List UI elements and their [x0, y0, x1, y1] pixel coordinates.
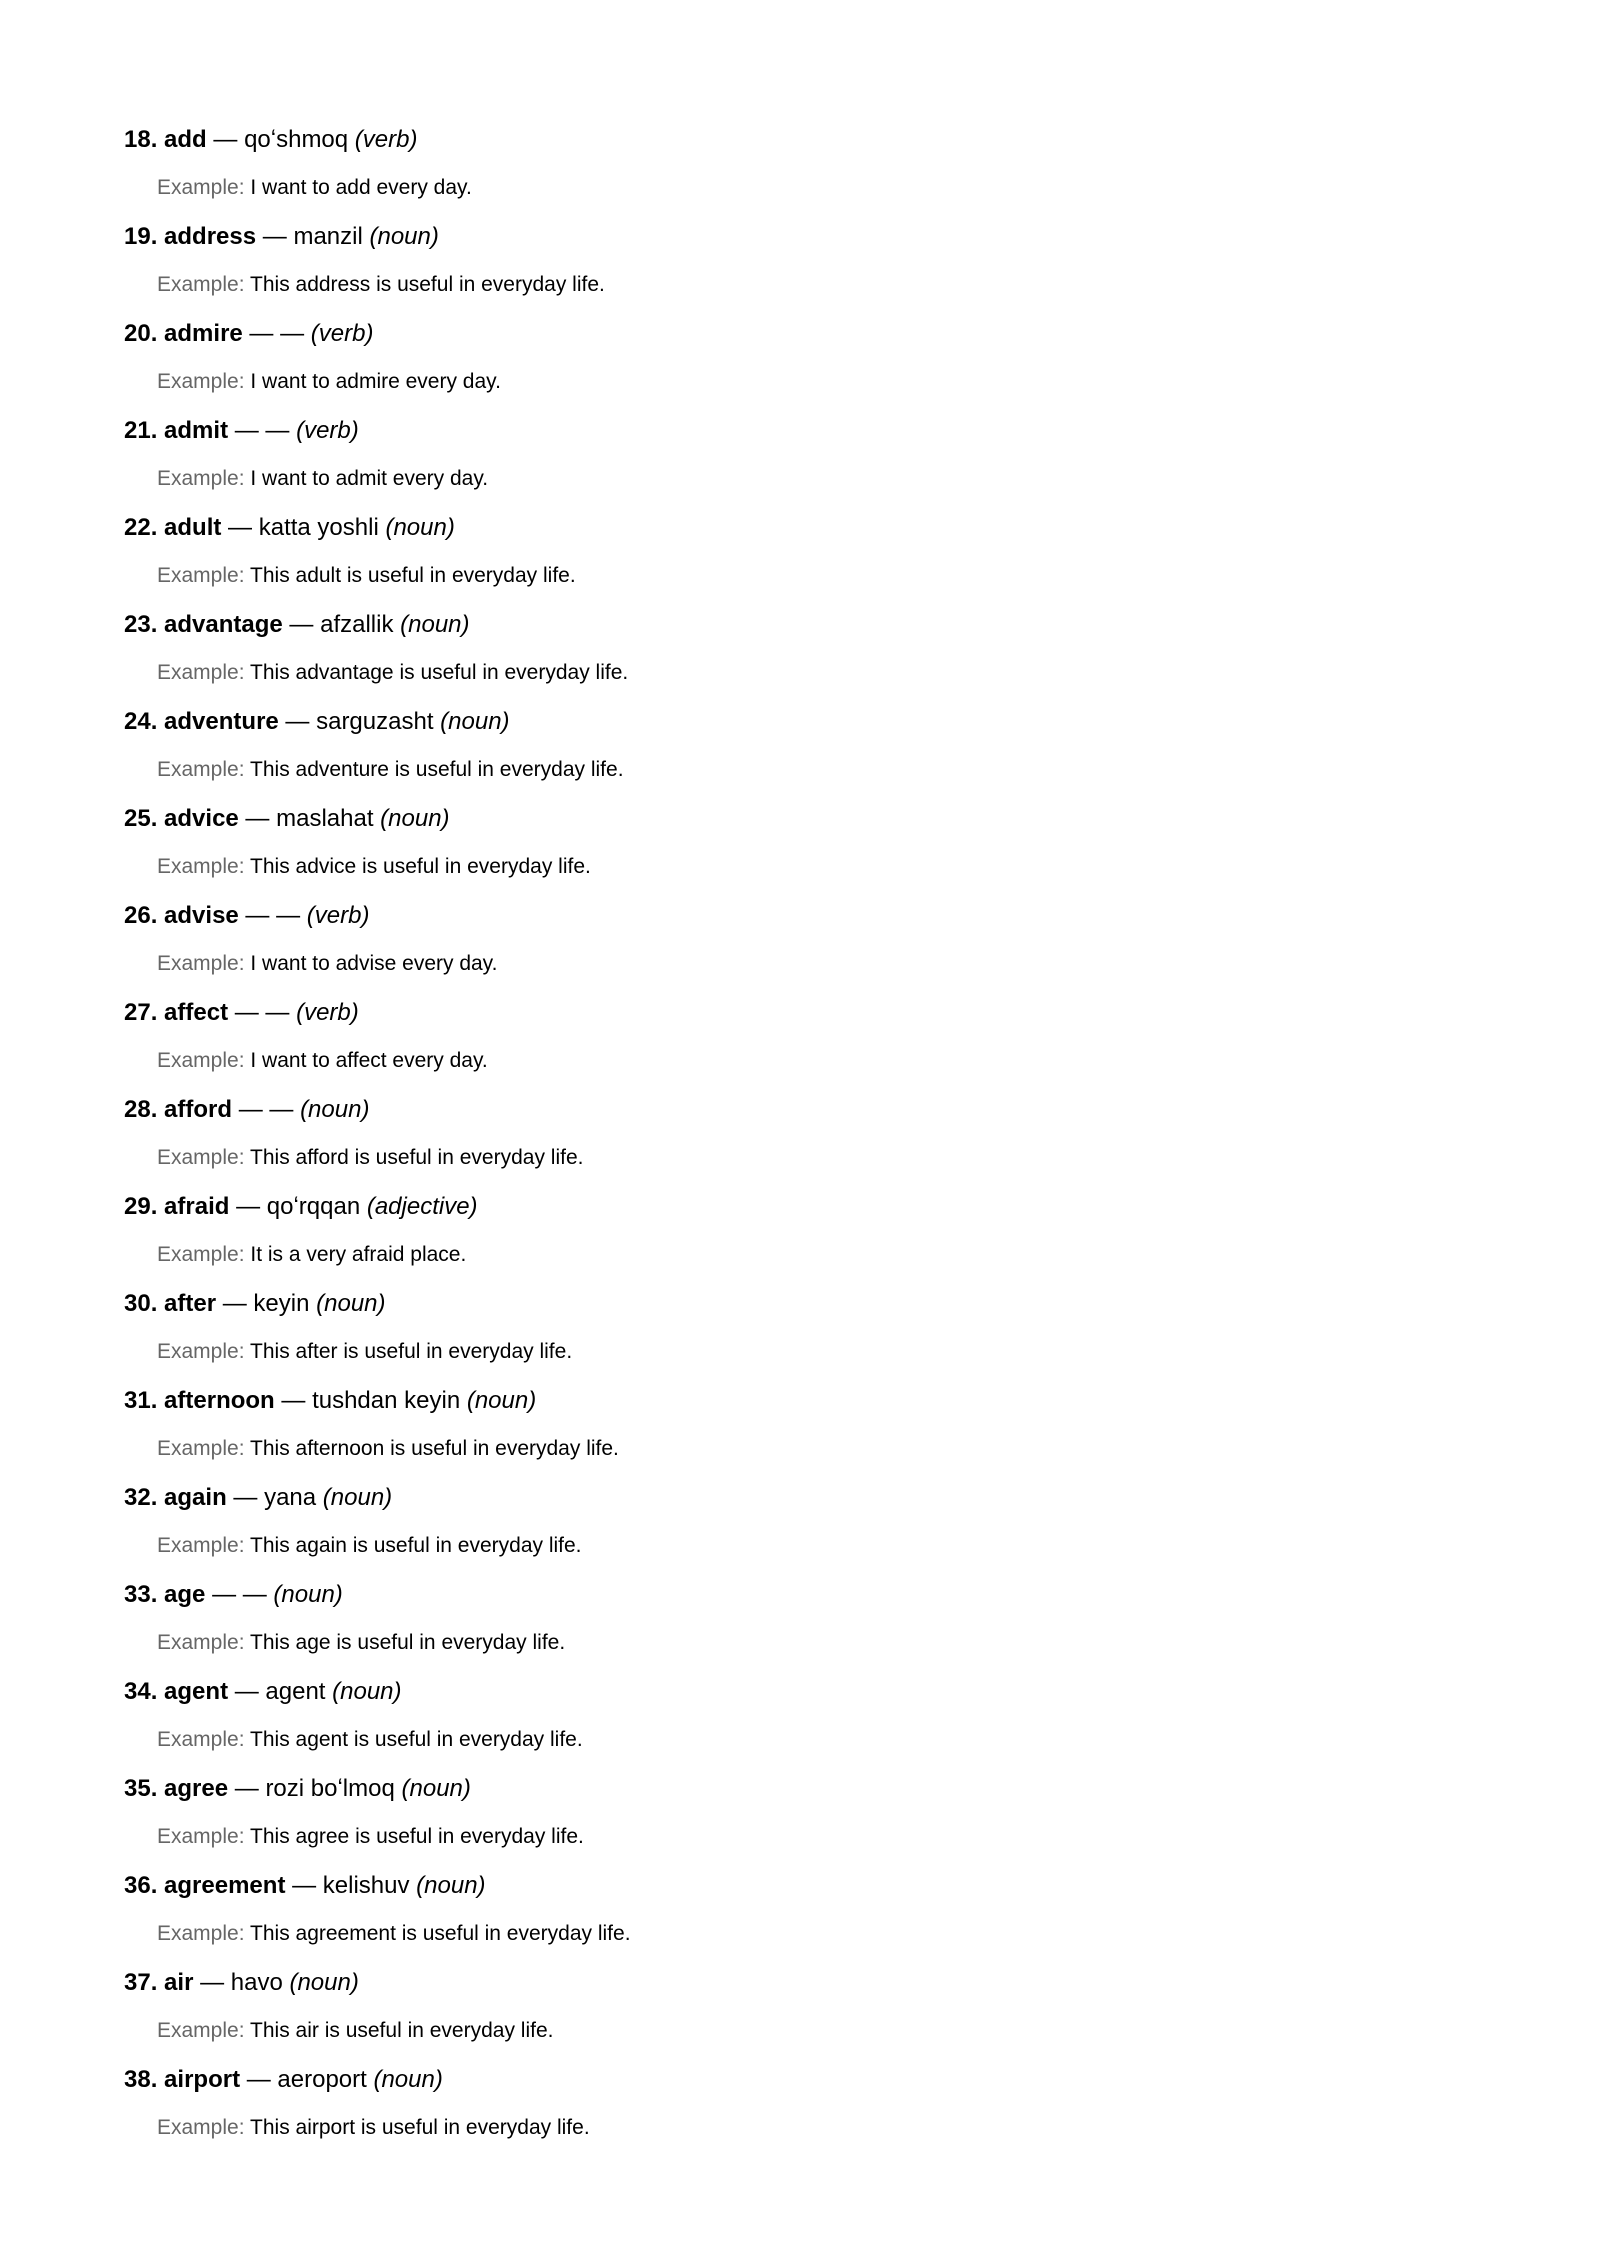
entry-part-of-speech: (verb)	[296, 417, 359, 444]
entry-part-of-speech: (noun)	[273, 1581, 343, 1608]
entry-translation: havo	[230, 1969, 283, 1996]
entry-translation: tushdan keyin	[312, 1387, 461, 1414]
entry-separator: —	[274, 1387, 313, 1414]
entry-number: 25.	[124, 805, 158, 832]
entry-separator: —	[256, 223, 294, 250]
example-label: Example:	[157, 2116, 245, 2139]
example-sentence: This air is useful in everyday life.	[250, 2019, 554, 2042]
entry-headline	[124, 220, 439, 254]
entry-word: airport	[164, 2066, 241, 2093]
example-label: Example:	[157, 467, 245, 490]
entry-headline	[124, 2063, 443, 2097]
example-label: Example:	[157, 370, 245, 393]
entry-example	[157, 270, 605, 300]
entry-word: age	[164, 1581, 206, 1608]
entry-headline	[124, 1093, 369, 1127]
example-sentence: This again is useful in everyday life.	[250, 1534, 582, 1557]
example-sentence: This afford is useful in everyday life.	[250, 1146, 584, 1169]
entry-example	[157, 173, 472, 203]
entry-example	[157, 1725, 583, 1755]
entry-translation: agent	[265, 1678, 326, 1705]
example-sentence: This advice is useful in everyday life.	[250, 855, 591, 878]
entry-part-of-speech: (noun)	[400, 611, 470, 638]
entry-example	[157, 852, 591, 882]
entry-part-of-speech: (noun)	[401, 1775, 471, 1802]
example-sentence: This advantage is useful in everyday life.	[250, 661, 629, 684]
entry-translation: —	[242, 1581, 267, 1608]
example-sentence: This age is useful in everyday life.	[250, 1631, 566, 1654]
entry-example	[157, 1143, 583, 1173]
entry-translation: —	[269, 1096, 294, 1123]
entry-separator: —	[228, 417, 266, 444]
example-sentence: This agree is useful in everyday life.	[250, 1825, 584, 1848]
entry-translation: keyin	[253, 1290, 310, 1317]
vocabulary-entry	[124, 1578, 1424, 1675]
entry-number: 24.	[124, 708, 158, 735]
vocabulary-entry	[124, 2063, 1424, 2160]
entry-example	[157, 2016, 553, 2046]
example-label: Example:	[157, 1049, 245, 1072]
entry-example	[157, 1337, 572, 1367]
example-label: Example:	[157, 1922, 245, 1945]
entry-example	[157, 1434, 619, 1464]
vocabulary-entry	[124, 1869, 1424, 1966]
vocabulary-entry	[124, 1287, 1424, 1384]
entry-number: 36.	[124, 1872, 158, 1899]
example-label: Example:	[157, 1437, 245, 1460]
entry-separator: —	[221, 514, 259, 541]
vocabulary-entry	[124, 1190, 1424, 1287]
entry-number: 30.	[124, 1290, 158, 1317]
entry-separator: —	[228, 1775, 266, 1802]
vocabulary-entry	[124, 511, 1424, 608]
entry-example	[157, 1919, 631, 1949]
example-label: Example:	[157, 1534, 245, 1557]
entry-separator: —	[206, 126, 245, 153]
entry-headline	[124, 1578, 343, 1612]
entry-number: 20.	[124, 320, 158, 347]
example-sentence: It is a very afraid place.	[250, 1243, 467, 1266]
entry-word: advise	[164, 902, 239, 929]
entry-part-of-speech: (noun)	[322, 1484, 393, 1511]
vocabulary-entry	[124, 802, 1424, 899]
entry-headline	[124, 1384, 536, 1418]
example-sentence: This afternoon is useful in everyday life.	[250, 1437, 619, 1460]
entry-translation: yana	[264, 1484, 317, 1511]
entry-separator: —	[238, 805, 277, 832]
entry-translation: —	[265, 417, 290, 444]
entry-part-of-speech: (noun)	[380, 805, 450, 832]
entry-headline	[124, 1772, 471, 1806]
entry-number: 31.	[124, 1387, 158, 1414]
entry-part-of-speech: (noun)	[416, 1872, 486, 1899]
vocabulary-entry	[124, 1481, 1424, 1578]
entry-translation: manzil	[293, 223, 363, 250]
example-sentence: This agreement is useful in everyday life.	[250, 1922, 631, 1945]
entry-headline	[124, 1966, 359, 2000]
entry-example	[157, 1046, 488, 1076]
entry-headline	[124, 317, 373, 351]
entry-separator: —	[228, 999, 266, 1026]
example-sentence: I want to admit every day.	[250, 467, 489, 490]
entry-translation: qoʻrqqan	[266, 1193, 361, 1220]
example-label: Example:	[157, 1825, 245, 1848]
entry-example	[157, 1822, 584, 1852]
entry-headline	[124, 511, 455, 545]
entry-translation: afzallik	[320, 611, 394, 638]
example-sentence: This adult is useful in everyday life.	[250, 564, 576, 587]
entry-translation: kelishuv	[322, 1872, 410, 1899]
entry-number: 26.	[124, 902, 158, 929]
entry-number: 37.	[124, 1969, 158, 1996]
example-label: Example:	[157, 2019, 245, 2042]
example-label: Example:	[157, 758, 245, 781]
vocabulary-entry	[124, 220, 1424, 317]
entry-part-of-speech: (noun)	[369, 223, 439, 250]
entry-number: 32.	[124, 1484, 158, 1511]
entry-headline	[124, 1675, 402, 1709]
example-sentence: I want to affect every day.	[250, 1049, 488, 1072]
entry-word: afternoon	[164, 1387, 275, 1414]
entry-word: agree	[164, 1775, 229, 1802]
example-label: Example:	[157, 1728, 245, 1751]
entry-separator: —	[278, 708, 317, 735]
entry-example	[157, 1531, 582, 1561]
vocabulary-entry	[124, 123, 1424, 220]
entry-translation: —	[280, 320, 305, 347]
vocabulary-entry	[124, 414, 1424, 511]
entry-example	[157, 658, 628, 688]
entry-word: affect	[164, 999, 229, 1026]
entry-separator: —	[285, 1872, 323, 1899]
entry-word: advice	[164, 805, 239, 832]
entry-number: 27.	[124, 999, 158, 1026]
entry-part-of-speech: (noun)	[289, 1969, 359, 1996]
entry-word: add	[164, 126, 207, 153]
entry-part-of-speech: (verb)	[354, 126, 418, 153]
entry-translation: sarguzasht	[316, 708, 434, 735]
entry-part-of-speech: (verb)	[306, 902, 370, 929]
entry-number: 28.	[124, 1096, 158, 1123]
entry-example	[157, 2113, 590, 2143]
example-sentence: This airport is useful in everyday life.	[250, 2116, 590, 2139]
entry-translation: rozi boʻlmoq	[265, 1775, 395, 1802]
entry-translation: maslahat	[276, 805, 374, 832]
entry-headline	[124, 1481, 392, 1515]
example-sentence: This after is useful in everyday life.	[250, 1340, 573, 1363]
vocabulary-entry	[124, 1384, 1424, 1481]
entry-separator: —	[238, 902, 277, 929]
entry-example	[157, 1240, 466, 1270]
entry-headline	[124, 705, 510, 739]
entry-translation: —	[265, 999, 290, 1026]
example-label: Example:	[157, 1146, 245, 1169]
vocabulary-entry	[124, 608, 1424, 705]
entry-number: 35.	[124, 1775, 158, 1802]
entry-part-of-speech: (noun)	[385, 514, 455, 541]
vocabulary-entry	[124, 1772, 1424, 1869]
entry-example	[157, 949, 497, 979]
entry-part-of-speech: (noun)	[300, 1096, 370, 1123]
entry-headline	[124, 802, 450, 836]
entry-number: 18.	[124, 126, 158, 153]
entry-number: 33.	[124, 1581, 158, 1608]
entry-example	[157, 755, 624, 785]
example-sentence: I want to add every day.	[250, 176, 472, 199]
entry-headline	[124, 414, 359, 448]
vocabulary-entry	[124, 317, 1424, 414]
vocabulary-list	[124, 123, 1424, 2160]
entry-separator: —	[240, 2066, 278, 2093]
entry-separator: —	[232, 1096, 270, 1123]
entry-word: address	[164, 223, 257, 250]
entry-part-of-speech: (noun)	[332, 1678, 402, 1705]
example-label: Example:	[157, 855, 245, 878]
entry-word: agreement	[164, 1872, 286, 1899]
entry-headline	[124, 608, 470, 642]
entry-separator: —	[205, 1581, 243, 1608]
entry-part-of-speech: (noun)	[466, 1387, 537, 1414]
entry-number: 22.	[124, 514, 158, 541]
entry-separator: —	[226, 1484, 265, 1511]
example-label: Example:	[157, 661, 245, 684]
entry-translation: —	[276, 902, 301, 929]
entry-part-of-speech: (adjective)	[366, 1193, 478, 1220]
entry-number: 34.	[124, 1678, 158, 1705]
entry-translation: qoʻshmoq	[244, 126, 349, 153]
entry-word: after	[164, 1290, 217, 1317]
entry-number: 38.	[124, 2066, 158, 2093]
entry-separator: —	[229, 1193, 267, 1220]
entry-headline	[124, 1287, 386, 1321]
entry-part-of-speech: (noun)	[440, 708, 510, 735]
entry-example	[157, 1628, 565, 1658]
entry-word: air	[164, 1969, 194, 1996]
vocabulary-entry	[124, 1675, 1424, 1772]
vocabulary-entry	[124, 1093, 1424, 1190]
example-label: Example:	[157, 1631, 245, 1654]
entry-headline	[124, 1190, 478, 1224]
example-label: Example:	[157, 176, 245, 199]
example-label: Example:	[157, 564, 245, 587]
entry-translation: aeroport	[277, 2066, 367, 2093]
entry-word: adventure	[164, 708, 279, 735]
entry-word: afford	[164, 1096, 233, 1123]
example-sentence: This adventure is useful in everyday life.	[250, 758, 624, 781]
example-label: Example:	[157, 1340, 245, 1363]
entry-number: 29.	[124, 1193, 158, 1220]
example-sentence: I want to advise every day.	[250, 952, 498, 975]
vocabulary-entry	[124, 899, 1424, 996]
entry-word: admit	[164, 417, 229, 444]
vocabulary-entry	[124, 1966, 1424, 2063]
entry-separator: —	[228, 1678, 266, 1705]
entry-example	[157, 367, 501, 397]
entry-translation: katta yoshli	[258, 514, 379, 541]
entry-part-of-speech: (noun)	[316, 1290, 386, 1317]
entry-word: admire	[164, 320, 243, 347]
entry-part-of-speech: (noun)	[373, 2066, 443, 2093]
entry-number: 19.	[124, 223, 158, 250]
example-label: Example:	[157, 1243, 245, 1266]
entry-separator: —	[216, 1290, 254, 1317]
entry-headline	[124, 1869, 486, 1903]
example-label: Example:	[157, 273, 245, 296]
example-sentence: This address is useful in everyday life.	[250, 273, 605, 296]
entry-number: 23.	[124, 611, 158, 638]
entry-word: agent	[164, 1678, 229, 1705]
entry-word: again	[164, 1484, 227, 1511]
entry-headline	[124, 123, 417, 157]
entry-headline	[124, 996, 359, 1030]
entry-example	[157, 561, 576, 591]
entry-word: afraid	[164, 1193, 230, 1220]
entry-part-of-speech: (verb)	[310, 320, 374, 347]
vocabulary-entry	[124, 996, 1424, 1093]
example-sentence: I want to admire every day.	[250, 370, 501, 393]
vocabulary-entry	[124, 705, 1424, 802]
entry-word: advantage	[164, 611, 283, 638]
entry-headline	[124, 899, 369, 933]
entry-word: adult	[164, 514, 222, 541]
example-label: Example:	[157, 952, 245, 975]
entry-example	[157, 464, 488, 494]
example-sentence: This agent is useful in everyday life.	[250, 1728, 583, 1751]
entry-number: 21.	[124, 417, 158, 444]
entry-separator: —	[282, 611, 321, 638]
entry-separator: —	[193, 1969, 231, 1996]
entry-separator: —	[242, 320, 281, 347]
entry-part-of-speech: (verb)	[296, 999, 359, 1026]
